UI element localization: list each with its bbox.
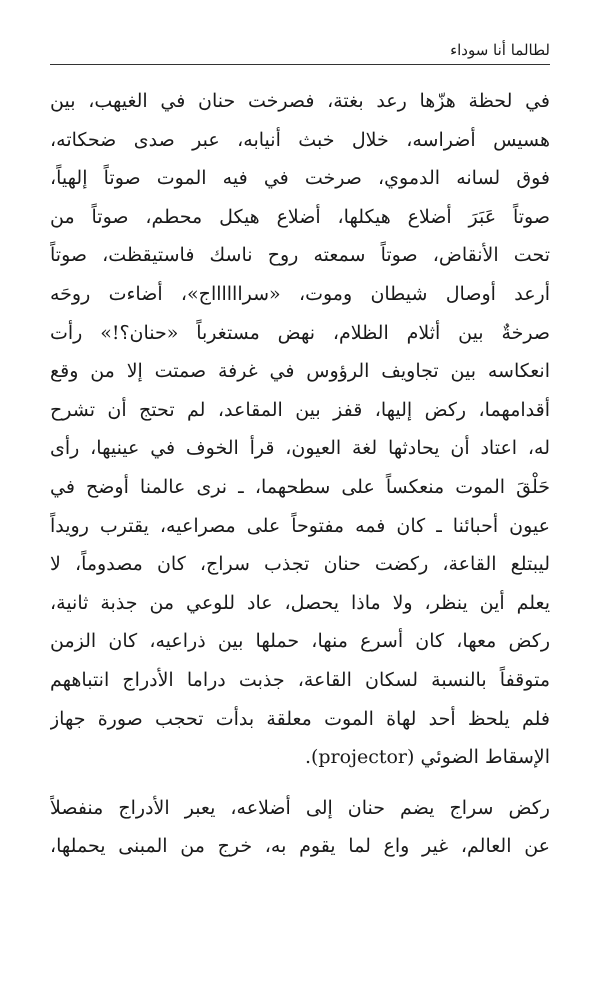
text-line: فلم يلحظ أحد لهاة الموت معلقة بدأت تحجب صورة جهاز: [50, 707, 550, 730]
text-line: له، اعتاد أن يحادثها لغة العيون، قرأ الخوف في عينيها، رأى: [50, 437, 550, 460]
text-line: ركض سراج يضم حنان إلى أضلاعه، يعبر الأدراج منفصلاً: [50, 796, 550, 819]
text-line: يعلم أين ينظر، ولا ماذا يحصل، عاد للوعي من جذبة ثانية،: [50, 591, 550, 614]
text-line: تحت الأنقاض، صوتاً سمعته روح ناسك فاستيقظت، صوتاً: [50, 244, 550, 267]
text-line: متوقفاً بالنسبة لسكان القاعة، جذبت دراما الأدراج انتباههم: [50, 668, 550, 691]
body-text: [50, 82, 550, 866]
text-line: هسيس أضراسه، خلال خبث أنيابه، عبر صدى ضحكاته،: [50, 128, 550, 151]
text-line: الإسقاط الضوئي (projector).: [304, 746, 550, 769]
text-line: أرعد أوصال شيطان وموت، «سرااااااج»، أضاءت روحَه: [50, 282, 550, 305]
text-line: ليبتلع القاعة، ركضت حنان تجذب سراج، كان مصدوماً، لا: [50, 553, 550, 576]
paragraph-2: [50, 789, 550, 866]
text-line: فوق لسانه الدموي، صرخت في فيه الموت صوتاً إلهياً،: [50, 167, 550, 190]
text-line: حَلْقَ الموت منعكساً على سطحهما، ـ نرى عالمنا أوضح في: [50, 475, 550, 498]
running-header: لطالما أنا سوداء: [50, 40, 550, 65]
text-line: ركض معها، كان أسرع منها، حملها بين ذراعيه، كان الزمن: [50, 630, 550, 653]
text-line: صرخةٌ بين أثلام الظلام، نهض مستغرباً «حنان؟!» رأت: [50, 321, 550, 344]
text-line: انعكاسه بين تجاويف الرؤوس في غرفة صمتت إلا من وقع: [50, 360, 550, 383]
text-line: أقدامهما، ركض إليها، قفز بين المقاعد، لم تحتج أن تشرح: [50, 398, 550, 421]
paragraph-1: [50, 82, 550, 777]
text-line: صوتاً عَبَرَ أضلاع هيكلها، أضلاع هيكل محطم، صوتاً من: [50, 205, 550, 228]
text-line: عيون أحبائنا ـ كان فمه مفتوحاً على مصراعيه، يقترب رويداً: [50, 514, 550, 537]
text-line: في لحظة هزّها رعد بغتة، فصرخت حنان في الغيهب، بين: [50, 90, 550, 112]
text-line: عن العالم، غير واع لما يقوم به، خرج من المبنى يحملها،: [50, 835, 550, 858]
